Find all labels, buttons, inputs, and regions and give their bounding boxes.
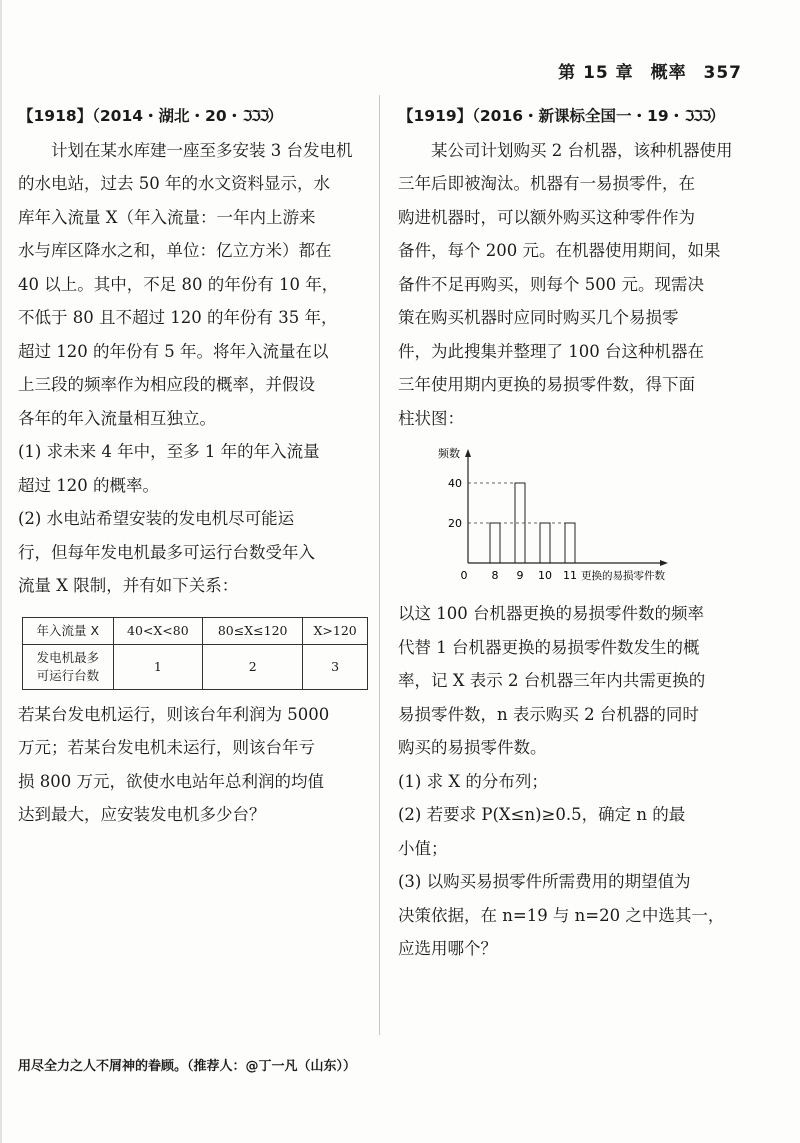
text-line: (1) 求未来 4 年中，至多 1 年的年入流量 <box>18 442 320 461</box>
text-line: 计划在某水库建一座至多安装 3 台发电机 <box>51 140 353 160</box>
table-cell: 1 <box>113 644 202 689</box>
text-line: 以这 100 台机器更换的易损零件数的频率 <box>398 604 704 623</box>
text-line: 三年后即被淘汰。机器有一易损零件，在 <box>398 174 695 193</box>
heading-close-paren: ） <box>267 107 284 125</box>
text-line: 易损零件数，n 表示购买 2 台机器的同时 <box>398 704 699 724</box>
text-line: 不低于 80 且不超过 120 的年份有 35 年， <box>18 308 338 327</box>
problem-1919-body <box>398 134 758 436</box>
page-edge <box>0 0 2 1143</box>
text-line: 万元；若某台发电机未运行，则该台年亏 <box>18 738 315 757</box>
text-line: (3) 以购买易损零件所需费用的期望值为 <box>398 872 691 891</box>
text-line: 应选用哪个？ <box>398 939 497 958</box>
text-line: 决策依据，在 n=19 与 n=20 之中选其一， <box>398 905 725 925</box>
difficulty-icon: ℑℑℑ <box>242 107 268 125</box>
table-cell: 80≤X≤120 <box>203 617 303 644</box>
text-line: 库年入流量 X（年入流量：一年内上游来 <box>18 207 316 227</box>
x-axis-label: 更换的易损零件数 <box>581 570 665 582</box>
text-line: 备件不足再购买，则每个 500 元。现需决 <box>398 274 704 294</box>
x-tick-label: 11 <box>563 569 577 582</box>
text-line: 柱状图： <box>398 408 464 428</box>
chapter-label: 第 15 章 <box>558 63 634 83</box>
table-cell: 3 <box>303 644 368 689</box>
text-line: 率，记 X 表示 2 台机器三年内共需更换的 <box>398 671 706 690</box>
problem-1918-question-2 <box>18 502 368 603</box>
text-line: 40 以上。其中，不足 80 的年份有 10 年， <box>18 274 339 294</box>
table-head-line: 可运行台数 <box>36 667 100 683</box>
text-line: 购买的易损零件数。 <box>398 738 547 757</box>
table-cell: 2 <box>203 644 303 689</box>
x-tick-label: 8 <box>491 569 499 582</box>
text-line: 各年的年入流量相互独立。 <box>18 408 216 428</box>
text-line: 三年使用期内更换的易损零件数，得下面 <box>398 375 695 394</box>
x-tick-label: 9 <box>516 569 524 582</box>
table-cell: X>120 <box>303 617 368 644</box>
text-line: 小值； <box>398 838 448 858</box>
bar <box>490 523 500 563</box>
problem-1918-question-1 <box>18 435 368 502</box>
table-cell <box>23 644 114 689</box>
problem-1919 <box>398 100 758 966</box>
table-cell: 40<X<80 <box>113 617 202 644</box>
problem-1918-body <box>18 134 368 436</box>
column-divider <box>379 95 380 1035</box>
footer-quote: 用尽全力之人不屑神的眷顾。（推荐人：@丁一凡（山东）） <box>18 1059 357 1074</box>
bar-chart <box>428 443 688 593</box>
generator-table <box>22 617 368 690</box>
x-axis-arrow <box>660 560 668 566</box>
problem-1919-questions <box>398 597 758 966</box>
text-line: 策在购买机器时应同时购买几个易损零 <box>398 308 679 327</box>
text-line: 水与库区降水之和，单位：亿立方米）都在 <box>18 241 332 260</box>
table-row <box>23 644 368 689</box>
text-line: (2) 水电站希望安装的发电机尽可能运 <box>18 509 295 528</box>
text-line: 损 800 万元，欲使水电站年总利润的均值 <box>18 771 324 791</box>
text-line: 备件，每个 200 元。在机器使用期间，如果 <box>398 241 721 260</box>
page-header <box>548 58 742 83</box>
text-line: 超过 120 的概率。 <box>18 475 159 495</box>
text-line: 若某台发电机运行，则该台年利润为 5000 <box>18 704 330 724</box>
problem-1918 <box>18 100 368 832</box>
bar <box>540 523 550 563</box>
text-line: 件，为此搜集并整理了 100 台这种机器在 <box>398 341 704 361</box>
problem-1918-source: 【1918】（2014・湖北・20・ <box>18 107 243 125</box>
problem-1918-conclusion <box>18 698 368 832</box>
text-line: 购进机器时，可以额外购买这种零件作为 <box>398 207 695 227</box>
bar-chart-svg <box>428 443 688 593</box>
heading-close-paren: ） <box>709 107 726 125</box>
text-line: 某公司计划购买 2 台机器，该种机器使用 <box>431 140 733 160</box>
text-line: 的水电站，过去 50 年的水文资料显示，水 <box>18 174 330 193</box>
x-tick-label: 10 <box>538 569 552 582</box>
table-head-line: 发电机最多 <box>36 649 100 665</box>
y-tick-label: 40 <box>448 477 462 490</box>
text-line: (2) 若要求 P(X≤n)≥0.5，确定 n 的最 <box>398 805 686 824</box>
text-line: 代替 1 台机器更换的易损零件数发生的概 <box>398 637 700 657</box>
text-line: 超过 120 的年份有 5 年。将年入流量在以 <box>18 341 329 361</box>
problem-1919-source: 【1919】（2016・新课标全国一・19・ <box>398 107 685 125</box>
difficulty-icon: ℑℑℑ <box>684 107 710 125</box>
text-line: 行，但每年发电机最多可运行台数受年入 <box>18 542 315 562</box>
origin-label: 0 <box>460 569 468 582</box>
bar <box>565 523 575 563</box>
y-axis-arrow <box>465 449 471 457</box>
y-axis-label: 频数 <box>438 447 460 460</box>
text-line: (1) 求 X 的分布列； <box>398 771 548 791</box>
topic-label: 概率 <box>650 63 687 83</box>
problem-1918-heading <box>18 100 368 134</box>
table-cell: 年入流量 X <box>23 617 114 644</box>
text-line: 上三段的频率作为相应段的概率，并假设 <box>18 375 315 394</box>
table-row <box>23 617 368 644</box>
text-line: 流量 X 限制，并有如下关系： <box>18 576 239 595</box>
text-line: 达到最大，应安装发电机多少台？ <box>18 805 266 824</box>
problem-1919-heading <box>398 100 758 134</box>
page-number: 357 <box>703 63 742 83</box>
y-tick-label: 20 <box>448 517 462 530</box>
